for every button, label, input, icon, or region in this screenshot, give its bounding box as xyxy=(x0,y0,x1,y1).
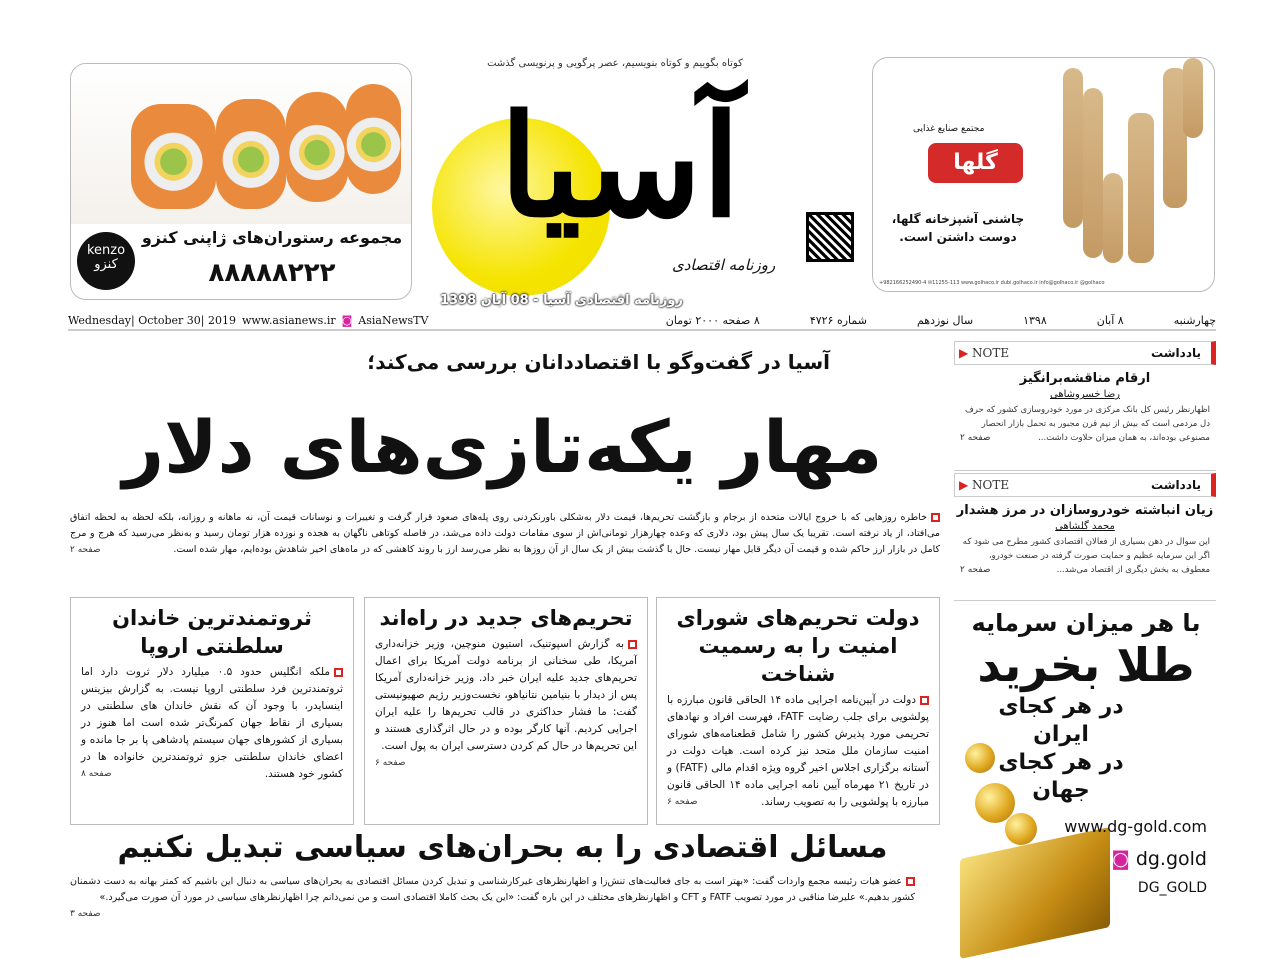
bullet-icon xyxy=(334,668,343,677)
note-tag: ▶ NOTE xyxy=(959,478,1009,492)
note-label: یادداشت xyxy=(1151,478,1201,492)
price: ۸ صفحه ۲۰۰۰ تومان xyxy=(665,313,760,327)
bullet-icon xyxy=(931,513,940,522)
golha-advertisement xyxy=(872,57,1215,292)
gold-website[interactable]: www.dg-gold.com xyxy=(1064,817,1207,836)
bullet-icon xyxy=(628,640,637,649)
kenzo-phone: ۸۸۸۸۸۲۲۲ xyxy=(208,258,336,288)
bullet-icon xyxy=(920,696,929,705)
instagram-icon: ◙ xyxy=(1111,848,1130,870)
story-box[interactable] xyxy=(656,597,940,825)
note-body: اظهارنظر رئیس کل بانک مرکزی در مورد خودروسازی کشور که حرف دل مردمی است که بیش از نیم قرن مجبور به تحمل بازار انحصار مصنوعی بوده‌اند، به همان میزان حلاوت داشت... صفحه ۲ xyxy=(960,405,1210,443)
lead-body: خاطره روزهایی که با خروج ایالات متحده از برجام و بازگشت تحریم‌ها، قیمت دلار به‌شکلی باورنکردنی روی پله‌های صعود قرار گرفت و تغییرات و نوسانات قیمت آن، نه ماهانه و روزانه، بلکه لحظه به لحظه اتفاق می‌افتاد، از یاد نرفته است. تقریبا یک سال پیش بود، دلاری که وعده چهارهزار تومانی‌اش از سوی مقامات دولت داده می‌شد، در فاصله کوتاهی ناگهان به هجده و نوزده هزار تومان رسید و به‌نظر می‌رسید که هرج و مرج کامل در بازار ارز حاکم شده و قیمت آن دیگر قابل مهار نیست. حال با گذشت بیش از یک سال از آن روزها به نظر می‌رسد ارز با روند کاهشی که در ماه‌های اخیر شاهدش بوده‌ایم، مهار شده است. صفحه ۲ xyxy=(70,510,940,558)
note-author: محمد گلشاهی xyxy=(1055,521,1115,532)
gold-ad-line: با هر میزان سرمایه xyxy=(971,609,1201,637)
note-title: ارقام مناقشه‌برانگیز xyxy=(1019,371,1151,386)
lead-kicker: آسیا در گفت‌وگو با اقتصاددانان بررسی می‌کند؛ xyxy=(367,350,830,374)
issue-number: شماره ۴۷۲۶ xyxy=(809,313,867,327)
gold-advertisement: با هر میزان سرمایه طلا بخرید در هر کجای ایران در هر کجای جهان www.dg-gold.com ◙ dg.gold DG_GOLD xyxy=(955,603,1217,940)
instagram-icon: ◙ xyxy=(341,313,353,327)
bottom-body: عضو هیات رئیسه مجمع واردات گفت: «بهتر است به جای فعالیت‌های تنش‌زا و اظهارنظرهای غیرکارشناسی و تبدیل کردن مسائل اقتصادی به بحران‌های سیاسی به دنبال این باشیم که کمتر بهانه به دست دشمنان کشور بدهیم.» علیرضا مناقبی در مورد تصویب FATF و CFT و اظهارنظرهای مختلف در این باره گفت: «این یک بحث کاملا اقتصادی است و من نمی‌دانم چرا اظهارنظرهای سیاسی در مورد آن صورت می‌گیرد.» صفحه ۳ xyxy=(70,874,915,922)
note-author: رضا خسروشاهی xyxy=(1049,389,1121,400)
kenzo-advertisement xyxy=(70,63,412,300)
gold-ad-headline: طلا بخرید xyxy=(977,638,1195,692)
volume: سال نوزدهم xyxy=(916,313,974,327)
golha-logo: گلها xyxy=(928,143,1023,183)
story-title: دولت تحریم‌های شورای امنیت را به رسمیت شناخت xyxy=(676,606,920,686)
golha-group: مجتمع صنایع غذایی xyxy=(913,124,985,134)
masthead-slogan: کوتاه بگوییم و کوتاه بنویسیم، عصر پرگویی و پرنویسی گذشت xyxy=(487,58,743,69)
bullet-icon xyxy=(906,877,915,886)
golha-contact: +982166252490-4 ✉11255-113 www.golhaco.ir dubi.golhaco.ir info@golhaco.ir @golhaco xyxy=(879,280,1105,286)
story-body: به گزارش اسپوتنیک، استیون منوچین، وزیر خزانه‌داری آمریکا، طی سخنانی از برنامه دولت آمریکا برای اعمال تحریم‌های جدید علیه ایران خبر داد. وزیر خزانه‌داری آمریکا پس از دیدار با بنیامین نتانیاهو، نخست‌وزیر رژیم صهیونیستی گفت: ما فشار حداکثری در قالب تحریم‌ها را علیه ایران اجرایی کردیم. آنها کارگر بوده و در حال اثرگذاری هستند و این تحریم‌ها در حال کم کردن دسترسی ایران به پول است. صفحه ۶ xyxy=(375,638,637,768)
website-link[interactable]: www.asianews.ir xyxy=(241,313,336,327)
note-tag: ▶ NOTE xyxy=(959,346,1009,360)
kenzo-title: مجموعه رستوران‌های ژاپنی کنزو xyxy=(141,228,403,247)
page-reference[interactable]: صفحه ۳ xyxy=(70,909,101,919)
qr-code-icon xyxy=(806,212,854,262)
story-title: تحریم‌های جدید در راه‌اند xyxy=(379,606,633,630)
note-column[interactable] xyxy=(954,473,1216,601)
social-handle[interactable]: AsiaNewsTV xyxy=(358,313,429,327)
issue-info-bar xyxy=(68,311,1216,331)
masthead-subtitle: روزنامه اقتصادی xyxy=(672,256,776,274)
persian-date: ۸ آبان xyxy=(1096,313,1124,327)
lead-headline[interactable]: مهار یکه‌تازی‌های دلار xyxy=(122,405,883,489)
story-title: ثروتمندترین خاندان سلطنتی اروپا xyxy=(112,606,312,658)
sushi-image xyxy=(71,64,412,224)
newspaper-logo: آسیا xyxy=(499,85,741,249)
weekday: چهارشنبه xyxy=(1173,313,1216,327)
gold-instagram[interactable]: ◙ dg.gold xyxy=(1111,848,1207,870)
watermark: روزنامه اقتصادی آسیا - 08 آبان 1398 xyxy=(440,293,683,308)
kenzo-logo: kenzo کنزو xyxy=(77,232,135,290)
story-box[interactable] xyxy=(364,597,648,825)
golha-slogan: چاشنی آشپزخانه گلها، دوست داشتن است. xyxy=(891,212,1025,244)
english-date: Wednesday| October 30| 2019 xyxy=(68,313,236,327)
bottom-headline[interactable]: مسائل اقتصادی را به بحران‌های سیاسی تبدیل نکنیم xyxy=(117,830,888,865)
story-body: ملکه انگلیس حدود ۰.۵ میلیارد دلار ثروت دارد اما ثروتمندترین فرد سلطنتی اروپا نیست. به گزارش بیزینس اینسایدر، با وجود آن که نقش خاندان های سلطنتی در بسیاری از نقاط جهان کمرنگ‌تر شده است اما هنوز در بسیاری از کشورهای جهان سیستم پادشاهی پا بر جا مانده و اعضای خاندان سلطنتی جزو ثروتمندترین خانواده ها در کشور خود هستند. صفحه ۸ xyxy=(81,666,343,780)
note-label: یادداشت xyxy=(1151,346,1201,360)
note-body: این سوال در ذهن بسیاری از فعالان اقتصادی کشور مطرح می شود که اگر این سرمایه عظیم و حمایت صورت گرفته در صنعت خودرو، معطوف به بخش دیگری از اقتصاد می‌شد... صفحه ۲ xyxy=(960,537,1210,575)
persian-year: ۱۳۹۸ xyxy=(1023,313,1047,327)
note-column[interactable] xyxy=(954,341,1216,471)
page-reference[interactable]: صفحه ۲ xyxy=(70,545,101,555)
story-box[interactable] xyxy=(70,597,354,825)
note-title: زیان انباشته خودروسازان در مرز هشدار xyxy=(956,503,1214,518)
story-body: دولت در آیین‌نامه اجرایی ماده ۱۴ الحاقی قانون مبارزه با پولشویی برای جلب رضایت FATF، فهرست افراد و نهادهای تحریمی مورد پذیرش کشور را شامل قطعنامه‌های شورای امنیت سازمان ملل متحد نیز کرده است. هیات دولت در آستانه برگزاری اجلاس اخیر گروه ویژه اقدام مالی (FATF) و در تاریخ ۲۱ مهرماه آیین نامه اجرایی ماده ۱۴ الحاقی قانون مبارزه با پولشویی را به تصویب رساند. صفحه ۶ xyxy=(667,694,929,808)
gold-footer: DG_GOLD xyxy=(1137,880,1207,896)
